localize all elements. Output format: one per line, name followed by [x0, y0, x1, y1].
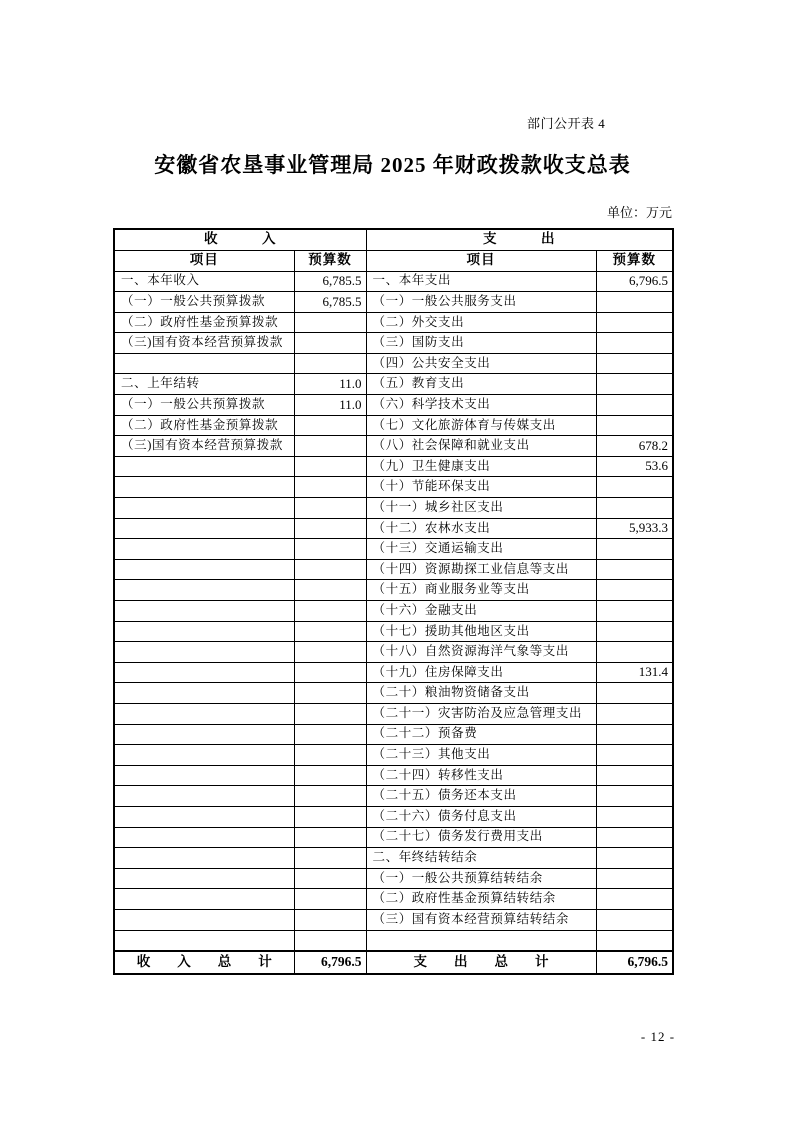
- income-value-cell: [294, 745, 366, 766]
- table-row: [114, 353, 673, 374]
- expense-item-cell: （二十二）预备费: [366, 724, 596, 745]
- expense-value-cell: [596, 374, 673, 395]
- table-row: [114, 498, 673, 519]
- income-item-cell: [114, 456, 294, 477]
- expense-value-cell: [596, 312, 673, 333]
- table-row: [114, 518, 673, 539]
- expense-value-cell: [596, 765, 673, 786]
- table-column-header-row: [114, 250, 673, 271]
- expense-item-cell: （十二）农林水支出: [366, 518, 596, 539]
- income-item-cell: [114, 683, 294, 704]
- income-value-cell: [294, 930, 366, 951]
- expense-value-cell: [596, 909, 673, 930]
- expense-section-header: 支 出: [366, 229, 673, 250]
- table-row: [114, 436, 673, 457]
- table-row: [114, 642, 673, 663]
- table-row: [114, 930, 673, 951]
- income-value-cell: [294, 909, 366, 930]
- expense-item-header: 项目: [366, 250, 596, 271]
- table-row: [114, 374, 673, 395]
- expense-item-cell: （二十七）债务发行费用支出: [366, 827, 596, 848]
- table-body: [114, 271, 673, 974]
- expense-value-cell: [596, 580, 673, 601]
- income-item-cell: [114, 786, 294, 807]
- income-item-cell: [114, 909, 294, 930]
- income-value-cell: [294, 498, 366, 519]
- income-value-cell: [294, 642, 366, 663]
- expense-item-cell: （十一）城乡社区支出: [366, 498, 596, 519]
- table-row: [114, 786, 673, 807]
- income-value-cell: [294, 765, 366, 786]
- income-item-cell: [114, 601, 294, 622]
- expense-value-cell: [596, 642, 673, 663]
- expense-item-cell: （二）外交支出: [366, 312, 596, 333]
- income-item-cell: 一、本年收入: [114, 271, 294, 292]
- expense-item-cell: （二十四）转移性支出: [366, 765, 596, 786]
- expense-item-cell: （二十）粮油物资储备支出: [366, 683, 596, 704]
- expense-value-cell: [596, 415, 673, 436]
- income-value-cell: [294, 333, 366, 354]
- income-item-cell: （二）政府性基金预算拨款: [114, 415, 294, 436]
- income-item-cell: [114, 621, 294, 642]
- expense-value-cell: [596, 806, 673, 827]
- expense-value-cell: [596, 498, 673, 519]
- expense-value-cell: [596, 395, 673, 416]
- income-value-cell: [294, 806, 366, 827]
- table-row: [114, 621, 673, 642]
- income-value-cell: [294, 353, 366, 374]
- expense-item-cell: （六）科学技术支出: [366, 395, 596, 416]
- expense-value-cell: 131.4: [596, 662, 673, 683]
- income-item-cell: [114, 848, 294, 869]
- income-item-cell: [114, 518, 294, 539]
- income-item-cell: 二、上年结转: [114, 374, 294, 395]
- expense-value-cell: [596, 848, 673, 869]
- expense-value-cell: [596, 539, 673, 560]
- income-value-cell: [294, 477, 366, 498]
- table-total-row: [114, 951, 673, 974]
- income-value-cell: [294, 539, 366, 560]
- table-row: [114, 683, 673, 704]
- budget-table: [113, 228, 674, 975]
- income-value-cell: [294, 621, 366, 642]
- table-row: [114, 580, 673, 601]
- income-value-cell: [294, 580, 366, 601]
- income-value-cell: 6,785.5: [294, 292, 366, 313]
- corner-note: 部门公开表 4: [527, 116, 606, 131]
- page-number: - 12 -: [640, 1029, 676, 1044]
- table-row: [114, 745, 673, 766]
- table-row: [114, 889, 673, 910]
- income-item-cell: （三)国有资本经营预算拨款: [114, 333, 294, 354]
- income-value-cell: 11.0: [294, 395, 366, 416]
- expense-item-cell: （二）政府性基金预算结转结余: [366, 889, 596, 910]
- expense-value-cell: [596, 621, 673, 642]
- income-value-cell: [294, 559, 366, 580]
- expense-value-cell: 678.2: [596, 436, 673, 457]
- table-row: [114, 868, 673, 889]
- income-item-cell: [114, 703, 294, 724]
- income-item-cell: [114, 642, 294, 663]
- expense-value-cell: 6,796.5: [596, 951, 673, 974]
- table-row: [114, 806, 673, 827]
- expense-item-cell: （五）教育支出: [366, 374, 596, 395]
- income-value-cell: 6,785.5: [294, 271, 366, 292]
- income-value-cell: [294, 436, 366, 457]
- income-value-cell: [294, 724, 366, 745]
- income-item-cell: [114, 930, 294, 951]
- expense-item-cell: （二十一）灾害防治及应急管理支出: [366, 703, 596, 724]
- income-item-cell: [114, 559, 294, 580]
- income-value-cell: [294, 868, 366, 889]
- table-row: [114, 724, 673, 745]
- expense-value-cell: [596, 868, 673, 889]
- expense-value-cell: [596, 703, 673, 724]
- expense-value-cell: [596, 786, 673, 807]
- expense-item-cell: （十六）金融支出: [366, 601, 596, 622]
- expense-item-cell: 一、本年支出: [366, 271, 596, 292]
- income-value-cell: [294, 786, 366, 807]
- expense-item-cell: 二、年终结转结余: [366, 848, 596, 869]
- table-row: [114, 848, 673, 869]
- income-item-cell: [114, 539, 294, 560]
- table-row: [114, 456, 673, 477]
- expense-item-cell: （十七）援助其他地区支出: [366, 621, 596, 642]
- table-row: [114, 271, 673, 292]
- expense-value-cell: 53.6: [596, 456, 673, 477]
- income-value-cell: [294, 518, 366, 539]
- table-row: [114, 477, 673, 498]
- income-value-cell: [294, 683, 366, 704]
- table-row: [114, 559, 673, 580]
- expense-item-cell: （三）国防支出: [366, 333, 596, 354]
- income-section-header: 收 入: [114, 229, 366, 250]
- expense-item-cell: （三）国有资本经营预算结转结余: [366, 909, 596, 930]
- income-item-cell: [114, 745, 294, 766]
- expense-item-cell: （十四）资源勘探工业信息等支出: [366, 559, 596, 580]
- expense-item-cell: （十八）自然资源海洋气象等支出: [366, 642, 596, 663]
- expense-value-cell: [596, 601, 673, 622]
- income-item-cell: [114, 868, 294, 889]
- income-value-cell: [294, 456, 366, 477]
- expense-item-cell: （二十六）债务付息支出: [366, 806, 596, 827]
- income-item-cell: [114, 477, 294, 498]
- table-row: [114, 703, 673, 724]
- income-budget-header: 预算数: [294, 250, 366, 271]
- expense-item-cell: （十九）住房保障支出: [366, 662, 596, 683]
- income-item-cell: [114, 662, 294, 683]
- income-item-cell: [114, 806, 294, 827]
- table-row: [114, 909, 673, 930]
- income-item-cell: （一）一般公共预算拨款: [114, 292, 294, 313]
- income-item-cell: （一）一般公共预算拨款: [114, 395, 294, 416]
- table-row: [114, 292, 673, 313]
- income-item-cell: [114, 765, 294, 786]
- table-row: [114, 539, 673, 560]
- unit-label: 单位：万元: [606, 205, 672, 220]
- expense-value-cell: 5,933.3: [596, 518, 673, 539]
- expense-item-cell: （二十五）债务还本支出: [366, 786, 596, 807]
- table-row: [114, 662, 673, 683]
- expense-item-cell: （二十三）其他支出: [366, 745, 596, 766]
- income-value-cell: [294, 848, 366, 869]
- table-row: [114, 827, 673, 848]
- expense-item-cell: （四）公共安全支出: [366, 353, 596, 374]
- expense-value-cell: [596, 827, 673, 848]
- income-item-cell: [114, 498, 294, 519]
- income-item-cell: [114, 889, 294, 910]
- expense-value-cell: [596, 930, 673, 951]
- expense-value-cell: [596, 292, 673, 313]
- income-value-cell: [294, 662, 366, 683]
- income-value-cell: [294, 312, 366, 333]
- income-item-cell: （二）政府性基金预算拨款: [114, 312, 294, 333]
- income-item-cell: [114, 724, 294, 745]
- page-title: 安徽省农垦事业管理局 2025 年财政拨款收支总表: [154, 153, 631, 177]
- income-value-cell: [294, 601, 366, 622]
- table-row: [114, 765, 673, 786]
- expense-value-cell: [596, 353, 673, 374]
- income-item-cell: （三)国有资本经营预算拨款: [114, 436, 294, 457]
- expense-item-cell: （一）一般公共服务支出: [366, 292, 596, 313]
- expense-budget-header: 预算数: [596, 250, 673, 271]
- income-item-header: 项目: [114, 250, 294, 271]
- income-value-cell: [294, 889, 366, 910]
- expense-item-cell: （一）一般公共预算结转结余: [366, 868, 596, 889]
- income-value-cell: 6,796.5: [294, 951, 366, 974]
- expense-value-cell: [596, 683, 673, 704]
- table-row: [114, 333, 673, 354]
- income-value-cell: [294, 415, 366, 436]
- table-row: [114, 312, 673, 333]
- expense-item-cell: （九）卫生健康支出: [366, 456, 596, 477]
- expense-item-cell: （七）文化旅游体育与传媒支出: [366, 415, 596, 436]
- income-item-cell: [114, 580, 294, 601]
- expense-value-cell: 6,796.5: [596, 271, 673, 292]
- table-row: [114, 395, 673, 416]
- expense-value-cell: [596, 745, 673, 766]
- table-row: [114, 601, 673, 622]
- income-item-cell: 收 入 总 计: [114, 951, 294, 974]
- expense-item-cell: 支 出 总 计: [366, 951, 596, 974]
- expense-value-cell: [596, 889, 673, 910]
- table-section-header-row: [114, 229, 673, 250]
- table-row: [114, 415, 673, 436]
- income-value-cell: [294, 827, 366, 848]
- expense-value-cell: [596, 333, 673, 354]
- expense-value-cell: [596, 724, 673, 745]
- income-item-cell: [114, 353, 294, 374]
- expense-item-cell: （十三）交通运输支出: [366, 539, 596, 560]
- expense-item-cell: [366, 930, 596, 951]
- income-item-cell: [114, 827, 294, 848]
- expense-item-cell: （十）节能环保支出: [366, 477, 596, 498]
- expense-value-cell: [596, 477, 673, 498]
- expense-value-cell: [596, 559, 673, 580]
- expense-item-cell: （十五）商业服务业等支出: [366, 580, 596, 601]
- income-value-cell: [294, 703, 366, 724]
- expense-item-cell: （八）社会保障和就业支出: [366, 436, 596, 457]
- income-value-cell: 11.0: [294, 374, 366, 395]
